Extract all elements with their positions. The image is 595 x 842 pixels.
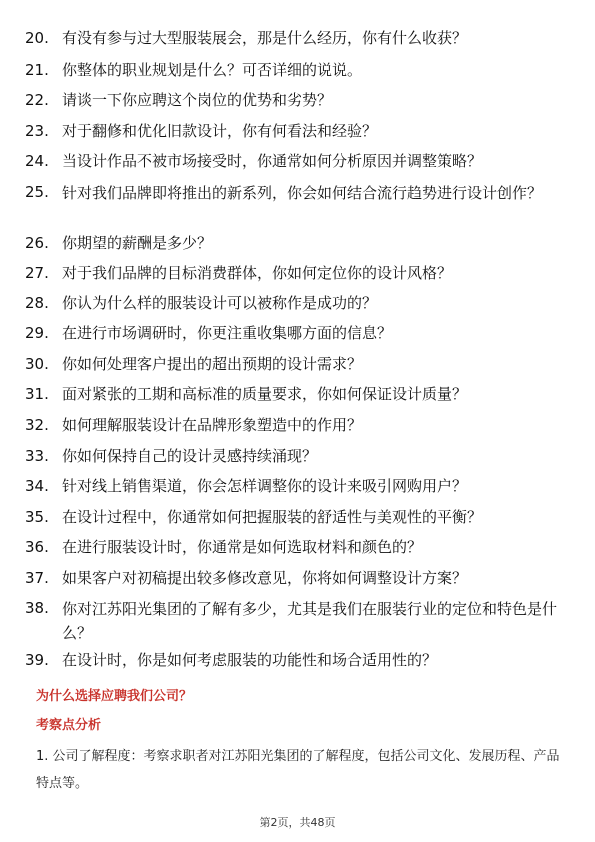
question-text: 请谈一下你应聘这个岗位的优势和劣势？ — [62, 91, 333, 109]
question-text: 针对线上销售渠道，你会怎样调整你的设计来吸引网购用户？ — [62, 477, 468, 495]
question-number: 31. — [25, 385, 49, 403]
question-number: 33. — [25, 447, 49, 465]
question-text: 面对紧张的工期和高标准的质量要求，你如何保证设计质量？ — [62, 385, 468, 403]
question-text: 对于我们品牌的目标消费群体，你如何定位你的设计风格？ — [62, 264, 453, 282]
question-number: 22. — [25, 91, 49, 109]
question-number: 36. — [25, 538, 49, 556]
question-text: 你如何保持自己的设计灵感持续涌现？ — [62, 447, 318, 465]
question-text: 如果客户对初稿提出较多修改意见，你将如何调整设计方案？ — [62, 569, 468, 587]
question-text: 对于翻修和优化旧款设计，你有何看法和经验？ — [62, 122, 378, 140]
question-text: 在进行市场调研时，你更注重收集哪方面的信息？ — [62, 324, 393, 342]
page-number: 第2页，共48页 — [259, 816, 336, 829]
question-number: 34. — [25, 477, 49, 495]
question-text: 你如何处理客户提出的超出预期的设计需求？ — [62, 355, 363, 373]
question-number: 26. — [25, 234, 49, 252]
question-text: 你认为什么样的服装设计可以被称作是成功的？ — [62, 294, 378, 312]
question-number: 32. — [25, 416, 49, 434]
question-number: 35. — [25, 508, 49, 526]
question-text: 在设计时，你是如何考虑服装的功能性和场合适用性的？ — [62, 651, 438, 669]
question-number: 23. — [25, 122, 49, 140]
question-text: 当设计作品不被市场接受时，你通常如何分析原因并调整策略？ — [62, 152, 483, 170]
analysis-paragraph: 1. 公司了解程度：考察求职者对江苏阳光集团的了解程度，包括公司文化、发展历程、产品特点等。 — [36, 749, 560, 791]
question-number: 28. — [25, 294, 49, 312]
question-number: 29. — [25, 324, 49, 342]
question-number: 21. — [25, 61, 49, 79]
question-number: 20. — [25, 29, 49, 47]
question-text: 针对我们品牌即将推出的新系列，你会如何结合流行趋势进行设计创作？ — [62, 184, 543, 202]
question-text: 在进行服装设计时，你通常是如何选取材料和颜色的？ — [62, 538, 423, 556]
question-number: 37. — [25, 569, 49, 587]
section-subheading: 考察点分析 — [36, 718, 102, 733]
question-number: 27. — [25, 264, 49, 282]
question-text: 有没有参与过大型服装展会，那是什么经历，你有什么收获？ — [62, 29, 468, 47]
question-text: 你期望的薪酬是多少？ — [62, 234, 213, 252]
question-text: 你整体的职业规划是什么？可否详细的说说。 — [62, 61, 363, 79]
question-number: 39. — [25, 651, 49, 669]
section-heading: 为什么选择应聘我们公司？ — [36, 689, 193, 704]
question-number: 30. — [25, 355, 49, 373]
question-text: 在设计过程中，你通常如何把握服装的舒适性与美观性的平衡？ — [62, 508, 483, 526]
question-number: 24. — [25, 152, 49, 170]
question-number: 25. — [25, 183, 49, 201]
question-text: 你对江苏阳光集团的了解有多少，尤其是我们在服装行业的定位和特色是什么？ — [62, 600, 558, 642]
question-text: 如何理解服装设计在品牌形象塑造中的作用？ — [62, 416, 363, 434]
question-number: 38. — [25, 599, 49, 617]
